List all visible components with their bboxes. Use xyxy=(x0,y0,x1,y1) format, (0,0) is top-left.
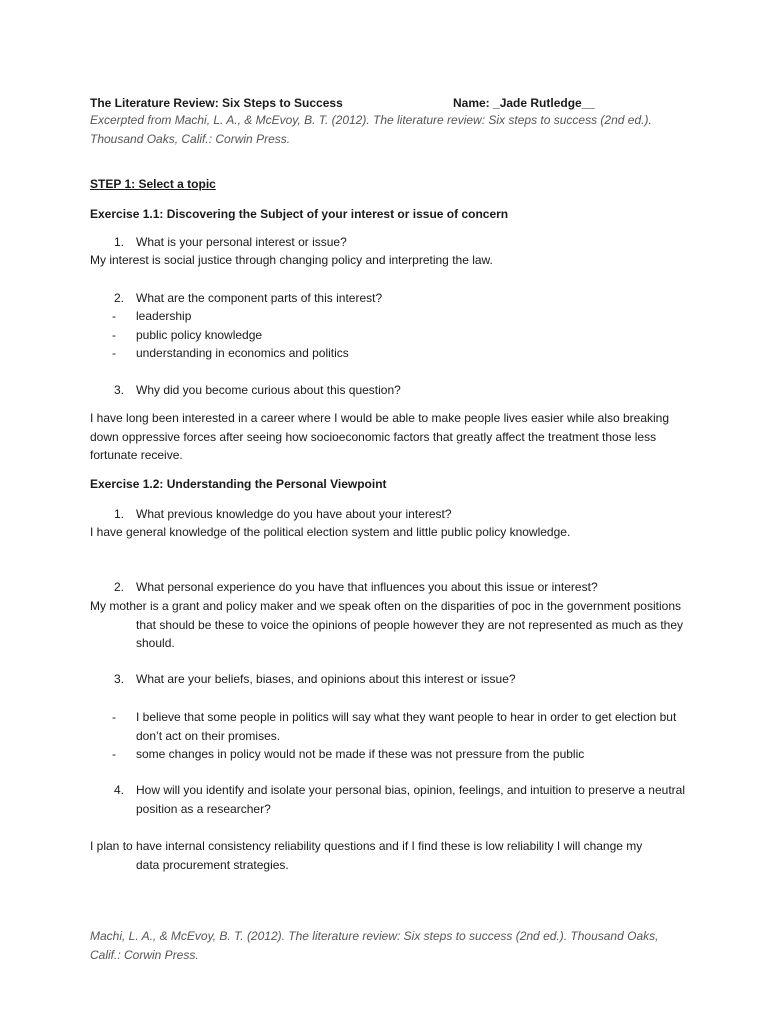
question-text: What personal experience do you have that influences you about this issue or interest? xyxy=(136,580,598,594)
ex11-question-3 xyxy=(114,381,688,400)
question-text: What are your beliefs, biases, and opinions about this interest or issue? xyxy=(136,672,516,686)
list-item: - some changes in policy would not be made if these was not pressure from the public xyxy=(136,745,688,764)
question-number: 2. xyxy=(114,580,125,594)
list-item: - public policy knowledge xyxy=(136,326,688,345)
ex12-question-1 xyxy=(114,505,688,524)
student-name: Name: _Jade Rutledge__ xyxy=(453,96,596,110)
bullet-dash: - xyxy=(112,346,116,360)
ex12-answer-4: I plan to have internal consistency reliability questions and if I find these is low reliability I will change my data procurement strategies. xyxy=(90,839,643,872)
question-number: 2. xyxy=(114,291,125,305)
question-number: 1. xyxy=(114,507,125,521)
ex12-question-2 xyxy=(114,578,688,597)
ex12-answer-1: I have general knowledge of the political election system and little public policy knowledge. xyxy=(90,525,571,539)
bullet-dash: - xyxy=(112,747,116,761)
ex11-answer-3: I have long been interested in a career where I would be able to make people lives easier while also breaking down oppressive forces after seeing how socioeconomic factors that greatly affect the treatment those less fortunate receive. xyxy=(90,411,670,462)
question-text: Why did you become curious about this question? xyxy=(136,383,401,397)
excerpt-citation: Machi, L. A., & McEvoy, B. T. (2012). The literature review: Six steps to success (2nd ed.). Thousand Oaks, Calif.: Corwin Press. xyxy=(90,113,652,146)
ex11-answer-1: My interest is social justice through changing policy and interpreting the law. xyxy=(90,253,493,267)
question-text: What is your personal interest or issue? xyxy=(136,235,347,249)
list-item: - I believe that some people in politics will say what they want people to hear in order to get election but don’t act on their promises. xyxy=(112,710,677,743)
exercise-1-1-heading: Exercise 1.1: Discovering the Subject of your interest or issue of concern xyxy=(90,207,509,221)
footer-citation: Machi, L. A., & McEvoy, B. T. (2012). The literature review: Six steps to success (2nd ed.). Thousand Oaks, Calif.: Corwin Press. xyxy=(90,929,659,962)
bullet-dash: - xyxy=(112,328,116,342)
question-number: 3. xyxy=(114,383,125,397)
question-text: What are the component parts of this interest? xyxy=(136,291,383,305)
ex12-answer-2: My mother is a grant and policy maker and we speak often on the disparities of poc in the government positions that should be these to voice the opinions of people however they are not represented as much as they should. xyxy=(90,599,684,650)
ex11-question-2 xyxy=(114,289,688,308)
question-number: 1. xyxy=(114,235,125,249)
list-item: - understanding in economics and politics xyxy=(136,344,688,363)
question-number: 4. xyxy=(114,783,125,797)
question-number: 3. xyxy=(114,672,125,686)
step1-heading: STEP 1: Select a topic xyxy=(90,177,216,191)
bullet-dash: - xyxy=(112,710,116,724)
document-title: The Literature Review: Six Steps to Success xyxy=(90,96,343,110)
list-item: - leadership xyxy=(136,307,688,326)
exercise-1-2-heading: Exercise 1.2: Understanding the Personal Viewpoint xyxy=(90,477,387,491)
bullet-dash: - xyxy=(112,309,116,323)
question-text: What previous knowledge do you have about your interest? xyxy=(136,507,452,521)
ex12-question-4 xyxy=(114,781,688,818)
ex11-question-1 xyxy=(114,233,688,252)
question-text: How will you identify and isolate your personal bias, opinion, feelings, and intuition to preserve a neutral position as a researcher? xyxy=(136,783,685,816)
excerpt-prefix: Excerpted from xyxy=(90,113,172,127)
excerpt-note xyxy=(90,111,688,148)
ex12-question-3 xyxy=(114,670,688,689)
